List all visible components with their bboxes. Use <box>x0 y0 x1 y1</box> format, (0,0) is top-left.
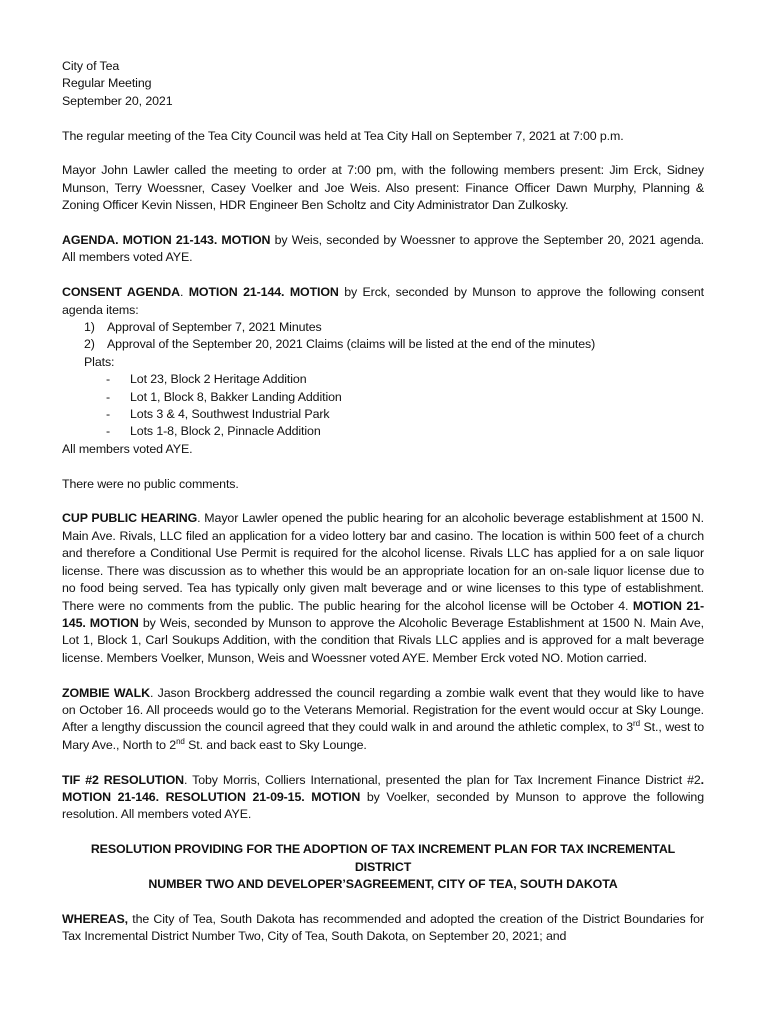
list-item-dash: - <box>106 372 111 387</box>
consent-text: by Erck, seconded by Munson to approve the following consent agenda items: <box>62 285 704 317</box>
list-item-text: Approval of September 7, 2021 Minutes <box>107 320 322 335</box>
zombie-text-1: . Jason Brockberg addressed the council regarding a zombie walk event that they would like to have on October 16. All proceeds would go to the Veterans Memorial. Registration for the event would occur at Sky Lounge. After a lengthy discussion the council agreed that they could walk in and around the athletic complex, to 3 <box>62 685 704 735</box>
header-date: September 20, 2021 <box>62 93 173 108</box>
tif-resolution-paragraph <box>62 772 704 824</box>
list-item-text: Approval of the September 20, 2021 Claims (claims will be listed at the end of the minutes) <box>107 337 596 352</box>
consent-separator: . <box>179 285 189 300</box>
cup-heading: CUP PUBLIC HEARING <box>62 511 198 526</box>
zombie-sup-1: rd <box>633 719 640 729</box>
consent-agenda-section <box>62 284 704 458</box>
resolution-title-line-2: NUMBER TWO AND DEVELOPER’SAGREEMENT, CITY OF TEA, SOUTH DAKOTA <box>148 876 618 891</box>
document-header <box>62 58 704 110</box>
list-item <box>62 423 704 440</box>
list-item-text: Lot 23, Block 2 Heritage Addition <box>130 372 307 387</box>
agenda-text: by Weis, seconded by Woessner to approve the September 20, 2021 agenda. All members voted AYE. <box>62 233 704 265</box>
intro-paragraph: The regular meeting of the Tea City Council was held at Tea City Hall on September 7, 2021 at 7:00 p.m. <box>62 128 624 143</box>
agenda-heading: AGENDA. MOTION 21-143. MOTION <box>62 233 271 248</box>
plats-label: Plats: <box>84 354 115 369</box>
resolution-title-line-1: RESOLUTION PROVIDING FOR THE ADOPTION OF TAX INCREMENT PLAN FOR TAX INCREMENTAL DISTRICT <box>90 842 676 874</box>
cup-text: . Mayor Lawler opened the public hearing for an alcoholic beverage establishment at 1500 N. Main Ave. Rivals, LLC filed an application for a video lottery bar and casino. The location is within 500 feet of a church and therefore a Conditional Use Permit is required for the alcohol license. Rivals LLC has applied for a on sale liquor license. There was discussion as to whether this would be an appropriate location for an on-sale liquor license due to no food being served. Tea has typically only given malt beverage and or wine licenses to this type of establishment. There were no comments from the public. The public hearing for the alcohol license will be October 4. <box>62 511 704 613</box>
roll-call-paragraph: Mayor John Lawler called the meeting to order at 7:00 pm, with the following members present: Jim Erck, Sidney Munson, Terry Woessner, Casey Voelker and Joe Weis. Also present: Finance Officer Dawn Murphy, Planning & Zoning Officer Kevin Nissen, HDR Engineer Ben Scholtz and City Administrator Dan Zulkosky. <box>62 163 704 213</box>
list-item-text: Lots 1-8, Block 2, Pinnacle Addition <box>130 424 321 439</box>
zombie-text-3: St. and back east to Sky Lounge. <box>184 737 367 752</box>
agenda-paragraph <box>62 232 704 267</box>
cup-hearing-paragraph <box>62 510 704 667</box>
zombie-text-2: St., west to Mary Ave., North to 2 <box>62 720 704 752</box>
header-city: City of Tea <box>62 59 120 73</box>
list-item <box>62 406 704 423</box>
zombie-sup-2: nd <box>176 736 185 746</box>
list-item-dash: - <box>106 407 111 422</box>
list-item-text: Lot 1, Block 8, Bakker Landing Addition <box>130 389 342 404</box>
tif-motion: . MOTION 21-146. RESOLUTION 21-09-15. MOTION <box>62 772 704 804</box>
tif-text: . Toby Morris, Colliers International, presented the plan for Tax Increment Finance District #2 <box>184 772 701 787</box>
list-item <box>62 389 704 406</box>
list-item <box>62 336 704 353</box>
list-item-dash: - <box>106 389 111 404</box>
resolution-title <box>62 841 704 893</box>
whereas-text: the City of Tea, South Dakota has recommended and adopted the creation of the District Boundaries for Tax Incremental District Number Two, City of Tea, South Dakota, on September 20, 2021; and <box>62 911 704 944</box>
list-item-number: 1) <box>84 320 95 335</box>
consent-paragraph <box>62 284 704 319</box>
list-item <box>62 319 704 336</box>
list-item-dash: - <box>106 424 111 439</box>
tif-motion-text: by Voelker, seconded by Munson to approve the following resolution. All members voted AYE. <box>62 789 704 822</box>
consent-heading: CONSENT AGENDA <box>62 285 180 300</box>
consent-motion: MOTION 21-144. MOTION <box>188 285 339 300</box>
plats-list <box>62 371 704 441</box>
consent-vote: All members voted AYE. <box>62 441 193 456</box>
header-meeting-type: Regular Meeting <box>62 76 152 91</box>
zombie-walk-paragraph <box>62 685 704 755</box>
cup-motion-text: by Weis, seconded by Munson to approve the Alcoholic Beverage Establishment at 1500 N. Main Ave, Lot 1, Block 1, Carl Soukups Addition, with the condition that Rivals LLC applies and is approved for a malt beverage license. Members Voelker, Munson, Weis and Woessner voted AYE. Member Erck voted NO. Motion carried. <box>62 615 704 665</box>
zombie-heading: ZOMBIE WALK <box>62 685 150 700</box>
consent-items-list <box>62 319 704 354</box>
whereas-heading: WHEREAS, <box>62 911 128 926</box>
minutes-document <box>62 58 704 946</box>
public-comments-paragraph: There were no public comments. <box>62 476 239 491</box>
tif-heading: TIF #2 RESOLUTION <box>62 772 185 787</box>
list-item <box>62 371 704 388</box>
whereas-paragraph <box>62 911 704 946</box>
cup-motion: MOTION 21-145. MOTION <box>62 598 704 630</box>
list-item-text: Lots 3 & 4, Southwest Industrial Park <box>130 407 330 422</box>
list-item-number: 2) <box>84 337 95 352</box>
